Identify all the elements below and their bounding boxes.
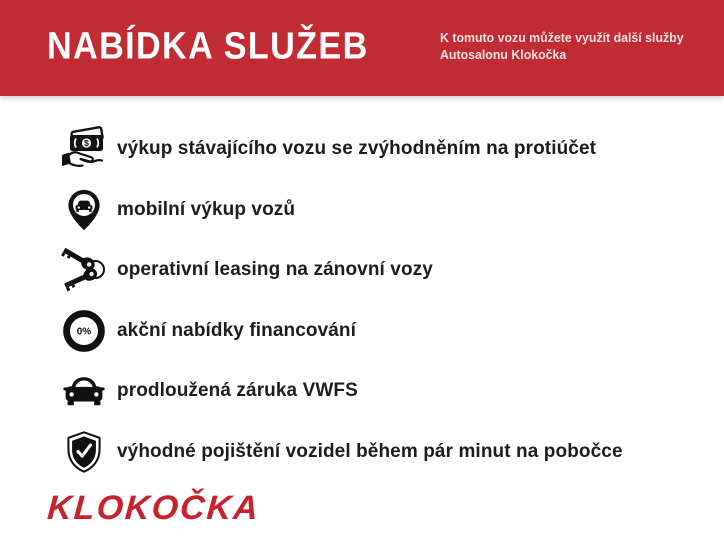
service-label-leasing: operativní leasing na zánovní vozy [117,259,433,281]
cash-payout-icon [59,124,109,174]
service-label-financing: akční nabídky financování [117,319,357,341]
header-subtitle [440,29,684,63]
list-item-financing [0,301,724,362]
list-item-mobile-buyout [0,180,724,241]
service-label-warranty: prodloužená záruka VWFS [117,380,358,402]
zero-percent-icon [59,306,109,356]
service-label-trade-in: výkup stávajícího vozu se zvýhodněním na protiúčet [117,138,597,160]
page-title: NABÍDKA SLUŽEB [47,25,369,68]
svg-text:0%: 0% [76,326,92,338]
klokocka-logo: KLOKOČKA [46,489,262,527]
car-keys-icon [59,245,109,295]
list-item-leasing [0,240,724,301]
services-list [0,119,724,482]
location-pin-car-icon [59,185,109,235]
list-item-trade-in [0,119,724,180]
service-label-insurance: výhodné pojištění vozidel během pár minut na pobočce [117,440,623,462]
car-front-icon [59,366,109,416]
header-subtitle-line1: K tomuto vozu můžete využít další služby [440,30,684,45]
header-banner [0,0,724,96]
list-item-insurance [0,422,724,483]
shield-check-icon [59,427,109,477]
svg-text:$: $ [84,138,89,149]
list-item-warranty [0,361,724,422]
service-label-mobile-buyout: mobilní výkup vozů [117,198,296,220]
header-subtitle-line2: Autosalonu Klokočka [440,47,567,62]
